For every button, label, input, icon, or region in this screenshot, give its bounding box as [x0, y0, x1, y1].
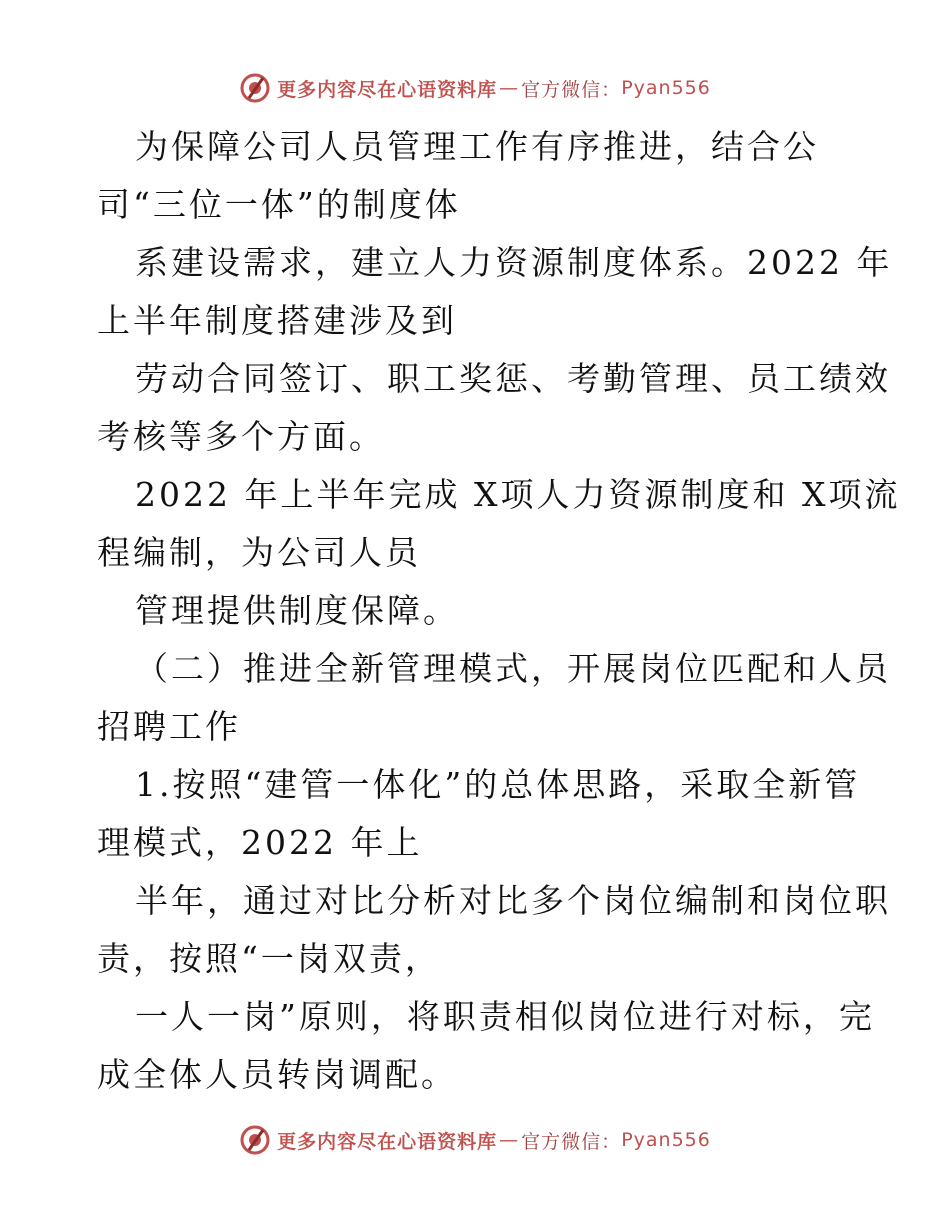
text-line: 上半年制度搭建涉及到: [97, 301, 457, 340]
text-line: 2022 年上半年完成 X项人力资源制度和 X项流: [135, 475, 901, 514]
watermark-dash: —: [499, 77, 520, 99]
text-line: 司“三位一体”的制度体: [97, 185, 461, 224]
watermark-sub-text: 官方微信：: [521, 78, 622, 101]
watermark-wechat-id: Pyan556: [621, 1129, 711, 1151]
document-body: [97, 118, 901, 1104]
watermark-main-text: 更多内容尽在心语资料库: [277, 1130, 498, 1153]
text-line: 管理提供制度保障。: [135, 591, 459, 630]
text-line: 责，按照“一岗双责，: [97, 939, 441, 978]
section-heading-cont: 招聘工作: [97, 707, 241, 746]
text-line: 为保障公司人员管理工作有序推进，结合公: [135, 127, 819, 166]
logo-icon: [239, 1124, 271, 1156]
section-heading: （二）推进全新管理模式，开展岗位匹配和人员: [135, 649, 891, 688]
text-line: 一人一岗”原则，将职责相似岗位进行对标，完: [135, 997, 875, 1036]
text-line: 劳动合同签订、职工奖惩、考勤管理、员工绩效: [135, 359, 891, 398]
text-line: 1.按照“建管一体化”的总体思路，采取全新管: [135, 765, 861, 804]
footer-watermark: [0, 1124, 950, 1156]
header-watermark: [0, 72, 950, 104]
text-line: 系建设需求，建立人力资源制度体系。2022 年: [135, 243, 893, 282]
logo-icon: [239, 72, 271, 104]
text-line: 成全体人员转岗调配。: [97, 1055, 457, 1094]
text-line: 理模式，2022 年上: [97, 823, 423, 862]
text-line: 程编制，为公司人员: [97, 533, 421, 572]
watermark-dash: —: [499, 1129, 520, 1151]
watermark-sub-text: 官方微信：: [521, 1130, 622, 1153]
watermark-wechat-id: Pyan556: [621, 77, 711, 99]
text-line: 半年，通过对比分析对比多个岗位编制和岗位职: [135, 881, 891, 920]
watermark-main-text: 更多内容尽在心语资料库: [277, 78, 498, 101]
text-line: 考核等多个方面。: [97, 417, 385, 456]
